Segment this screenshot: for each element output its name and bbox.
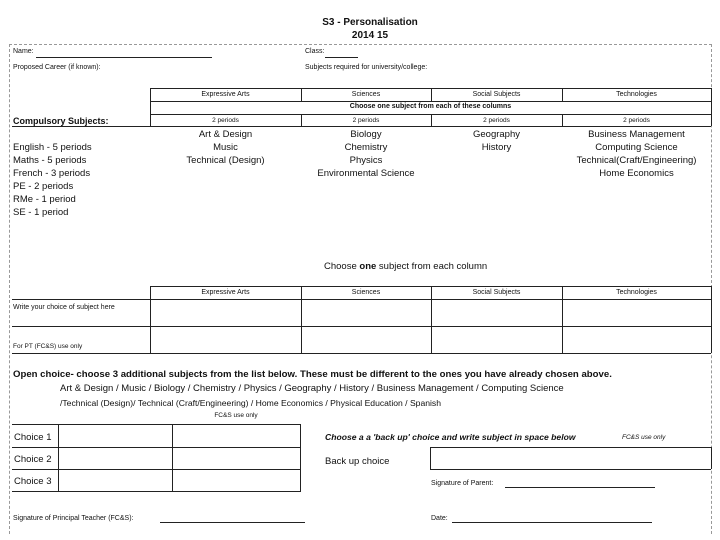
list-item: History	[481, 142, 512, 153]
choice-table-bottom	[12, 491, 301, 492]
list-item: Art & Design	[198, 129, 253, 140]
compulsory-item: Maths - 5 periods	[13, 155, 87, 166]
date-field[interactable]	[452, 522, 652, 523]
periods-3: 2 periods	[623, 117, 650, 124]
list-item: Biology	[350, 129, 382, 140]
periods-2: 2 periods	[483, 117, 510, 124]
choice-table-col-2	[172, 424, 173, 491]
fcs-use-label: FC&S use only	[214, 412, 258, 419]
frame-left-line	[9, 44, 10, 534]
class-field[interactable]	[325, 57, 358, 58]
class-label: Class:	[305, 48, 325, 55]
backup-instruction: Choose a a 'back up' choice and write subject in space below	[325, 432, 576, 442]
parent-signature-field[interactable]	[505, 487, 655, 488]
expressive-arts-list	[150, 128, 301, 167]
column-header-expressive-arts: Expressive Arts	[201, 91, 250, 98]
choose-each-instruction	[324, 261, 487, 272]
choose-each-bold: one	[359, 261, 377, 272]
compulsory-item: PE - 2 periods	[13, 181, 74, 192]
compulsory-item: French - 3 periods	[13, 168, 91, 179]
list-item: Chemistry	[344, 142, 388, 153]
table2-header-technologies: Technologies	[616, 289, 657, 296]
list-item: Music	[213, 142, 238, 153]
list-item: Physics	[349, 155, 383, 166]
table2-header-expressive-arts: Expressive Arts	[201, 289, 250, 296]
choice-cell-social-subjects[interactable]	[432, 300, 561, 325]
principal-signature-label: Signature of Principal Teacher (FC&S):	[13, 515, 134, 522]
choice-table-col-3	[300, 424, 301, 491]
list-item: Computing Science	[595, 142, 678, 153]
date-label: Date:	[431, 515, 448, 522]
subject-list-line-2: /Technical (Design)/ Technical (Craft/Engineering) / Home Economics / Physical Education / Spanish	[60, 398, 442, 408]
write-choice-label: Write your choice of subject here	[13, 304, 115, 311]
table2-header-social-subjects: Social Subjects	[472, 289, 521, 296]
periods-1: 2 periods	[352, 117, 380, 124]
choice-2-label: Choice 2	[14, 454, 52, 465]
choose-each-suffix: subject from each column	[376, 261, 488, 272]
table2-header-sciences: Sciences	[351, 289, 381, 296]
parent-signature-label: Signature of Parent:	[431, 480, 494, 487]
list-item: Environmental Science	[317, 168, 415, 179]
frame-top-line	[9, 44, 712, 45]
backup-choice-field[interactable]	[431, 448, 710, 468]
compulsory-item: RMe - 1 period	[13, 194, 76, 205]
choice-cell-expressive-arts[interactable]	[151, 300, 300, 325]
table2-col-4	[711, 286, 712, 353]
list-item: Technical(Craft/Engineering)	[576, 155, 697, 166]
compulsory-item: SE - 1 period	[13, 207, 69, 218]
list-item: Geography	[472, 129, 520, 140]
col-divider-4	[711, 88, 712, 126]
choice-1-label: Choice 1	[14, 432, 52, 443]
subjects-required-label: Subjects required for university/college:	[305, 64, 428, 71]
list-item: Home Economics	[599, 168, 674, 179]
periods-0: 2 periods	[212, 117, 239, 124]
compulsory-heading: Compulsory Subjects:	[13, 116, 109, 126]
compulsory-list	[13, 141, 92, 219]
choose-each-prefix: Choose	[324, 261, 360, 272]
list-item: Technical (Design)	[186, 155, 265, 166]
periods-row-line	[12, 126, 711, 127]
principal-signature-field[interactable]	[160, 522, 305, 523]
backup-box-right	[711, 447, 712, 469]
list-item: Business Management	[588, 129, 685, 140]
table2-row-line	[12, 326, 711, 327]
choice-2-field[interactable]	[59, 448, 171, 468]
pt-use-label: For PT (FC&S) use only	[13, 343, 83, 350]
choice-3-field[interactable]	[59, 470, 171, 490]
column-header-social-subjects: Social Subjects	[472, 91, 521, 98]
column-header-sciences: Sciences	[351, 91, 381, 98]
compulsory-item: English - 5 periods	[13, 142, 92, 153]
table-header-line	[150, 101, 711, 102]
choice-cell-technologies[interactable]	[563, 300, 710, 325]
school-year: 2014 15	[351, 30, 389, 41]
subject-list-line-1: Art & Design / Music / Biology / Chemistry / Physics / Geography / History / Business Management / Computing Science	[60, 383, 564, 394]
backup-box-bottom	[430, 469, 711, 470]
choice-cell-sciences[interactable]	[302, 300, 430, 325]
career-label: Proposed Career (if known):	[13, 64, 101, 71]
name-label: Name:	[13, 48, 34, 55]
social-subjects-list	[431, 128, 562, 154]
fcs-use-right-label: FC&S use only	[622, 434, 666, 441]
column-header-technologies: Technologies	[616, 91, 657, 98]
choice-1-field[interactable]	[59, 425, 171, 446]
table2-bottom-line	[12, 353, 711, 354]
technologies-list	[562, 128, 711, 180]
sciences-list	[301, 128, 431, 180]
name-field[interactable]	[36, 57, 212, 58]
open-choice-instruction: Open choice- choose 3 additional subjects from the list below. These must be different to the ones you have already chosen above.	[13, 369, 612, 380]
choice-3-label: Choice 3	[14, 476, 52, 487]
choose-one-instruction: Choose one subject from each of these columns	[349, 103, 512, 110]
backup-choice-label: Back up choice	[325, 456, 390, 467]
page-title: S3 - Personalisation	[322, 17, 418, 28]
